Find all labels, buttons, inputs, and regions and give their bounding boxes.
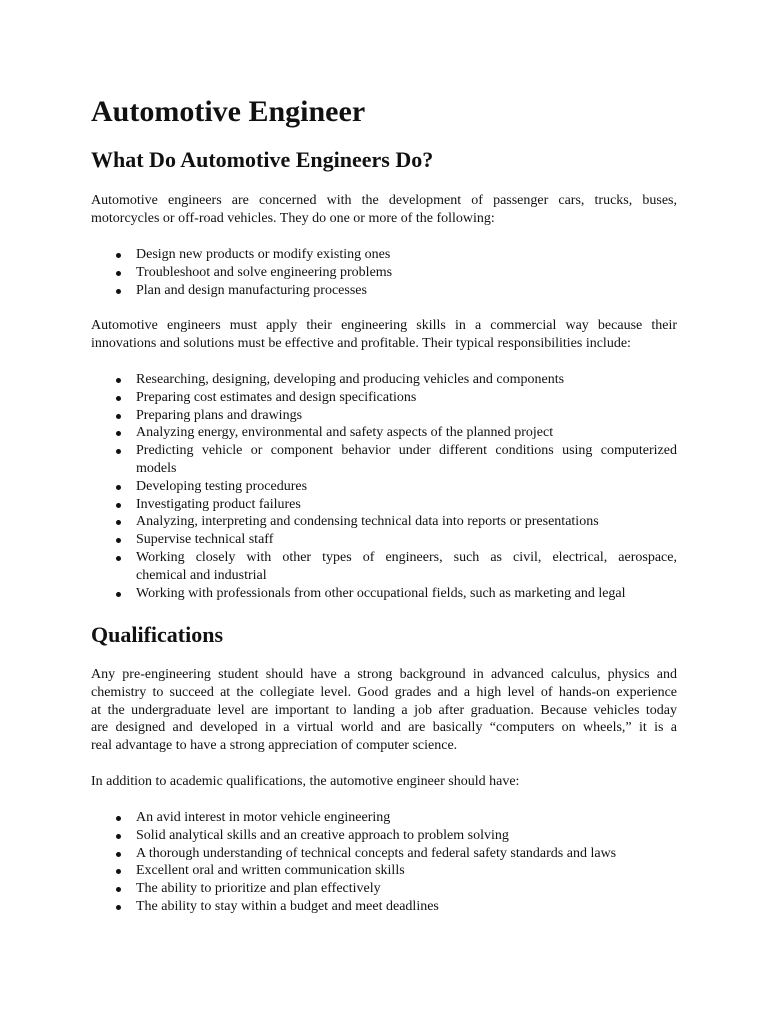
- paragraph-line: at the undergraduate level are important to landing a job after graduation. Because vehicles today: [91, 702, 677, 718]
- list-item: Developing testing procedures: [91, 478, 677, 496]
- paragraph-line: chemistry to succeed at the collegiate level. Good grades and a high level of hands-on experience: [91, 684, 677, 700]
- list-item: Preparing cost estimates and design specifications: [91, 389, 677, 407]
- list-item: An avid interest in motor vehicle engineering: [91, 809, 677, 827]
- paragraph-line: are designed and developed in a virtual world and are basically “computers on wheels,” it is a: [91, 720, 677, 736]
- list-item: Design new products or modify existing ones: [91, 246, 677, 264]
- list-item: Predicting vehicle or component behavior under different conditions using computerized models: [91, 442, 677, 478]
- list-item: Working with professionals from other occupational fields, such as marketing and legal: [91, 585, 677, 603]
- paragraph-line: motorcycles or off-road vehicles. They do one or more of the following:: [91, 210, 495, 226]
- list-item: Excellent oral and written communication skills: [91, 862, 677, 880]
- qualifications-list: [91, 809, 677, 916]
- list-item: The ability to stay within a budget and meet deadlines: [91, 898, 677, 916]
- list-item: Researching, designing, developing and producing vehicles and components: [91, 371, 677, 389]
- responsibilities-intro-paragraph: [91, 317, 677, 353]
- intro-paragraph: [91, 192, 677, 228]
- list-item: Analyzing energy, environmental and safety aspects of the planned project: [91, 424, 677, 442]
- list-item: Solid analytical skills and an creative approach to problem solving: [91, 827, 677, 845]
- paragraph-line: real advantage to have a strong appreciation of computer science.: [91, 738, 458, 754]
- list-item: Investigating product failures: [91, 496, 677, 514]
- list-item: Preparing plans and drawings: [91, 407, 677, 425]
- list-item: Troubleshoot and solve engineering problems: [91, 264, 677, 282]
- paragraph-line: innovations and solutions must be effective and profitable. Their typical responsibilities include:: [91, 335, 631, 351]
- section-heading-qualifications: Qualifications: [91, 622, 224, 647]
- list-item: A thorough understanding of technical concepts and federal safety standards and laws: [91, 845, 677, 863]
- paragraph-line: Any pre-engineering student should have a strong background in advanced calculus, physics and: [91, 667, 677, 682]
- list-item: Plan and design manufacturing processes: [91, 282, 677, 300]
- document-title: Automotive Engineer: [91, 95, 366, 128]
- paragraph-line: In addition to academic qualifications, the automotive engineer should have:: [91, 774, 520, 789]
- responsibilities-list: [91, 371, 677, 602]
- activities-list: [91, 246, 677, 299]
- list-item: Analyzing, interpreting and condensing technical data into reports or presentations: [91, 513, 677, 531]
- list-item: Working closely with other types of engineers, such as civil, electrical, aerospace, chemical and industrial: [91, 549, 677, 585]
- qualifications-paragraph: [91, 666, 677, 755]
- paragraph-line: Automotive engineers are concerned with the development of passenger cars, trucks, buses,: [91, 193, 677, 208]
- list-item: Supervise technical staff: [91, 531, 677, 549]
- section-heading-what-do: What Do Automotive Engineers Do?: [91, 147, 434, 172]
- additional-qualifications-intro: [91, 773, 677, 791]
- list-item: The ability to prioritize and plan effectively: [91, 880, 677, 898]
- paragraph-line: Automotive engineers must apply their engineering skills in a commercial way because their: [91, 318, 677, 333]
